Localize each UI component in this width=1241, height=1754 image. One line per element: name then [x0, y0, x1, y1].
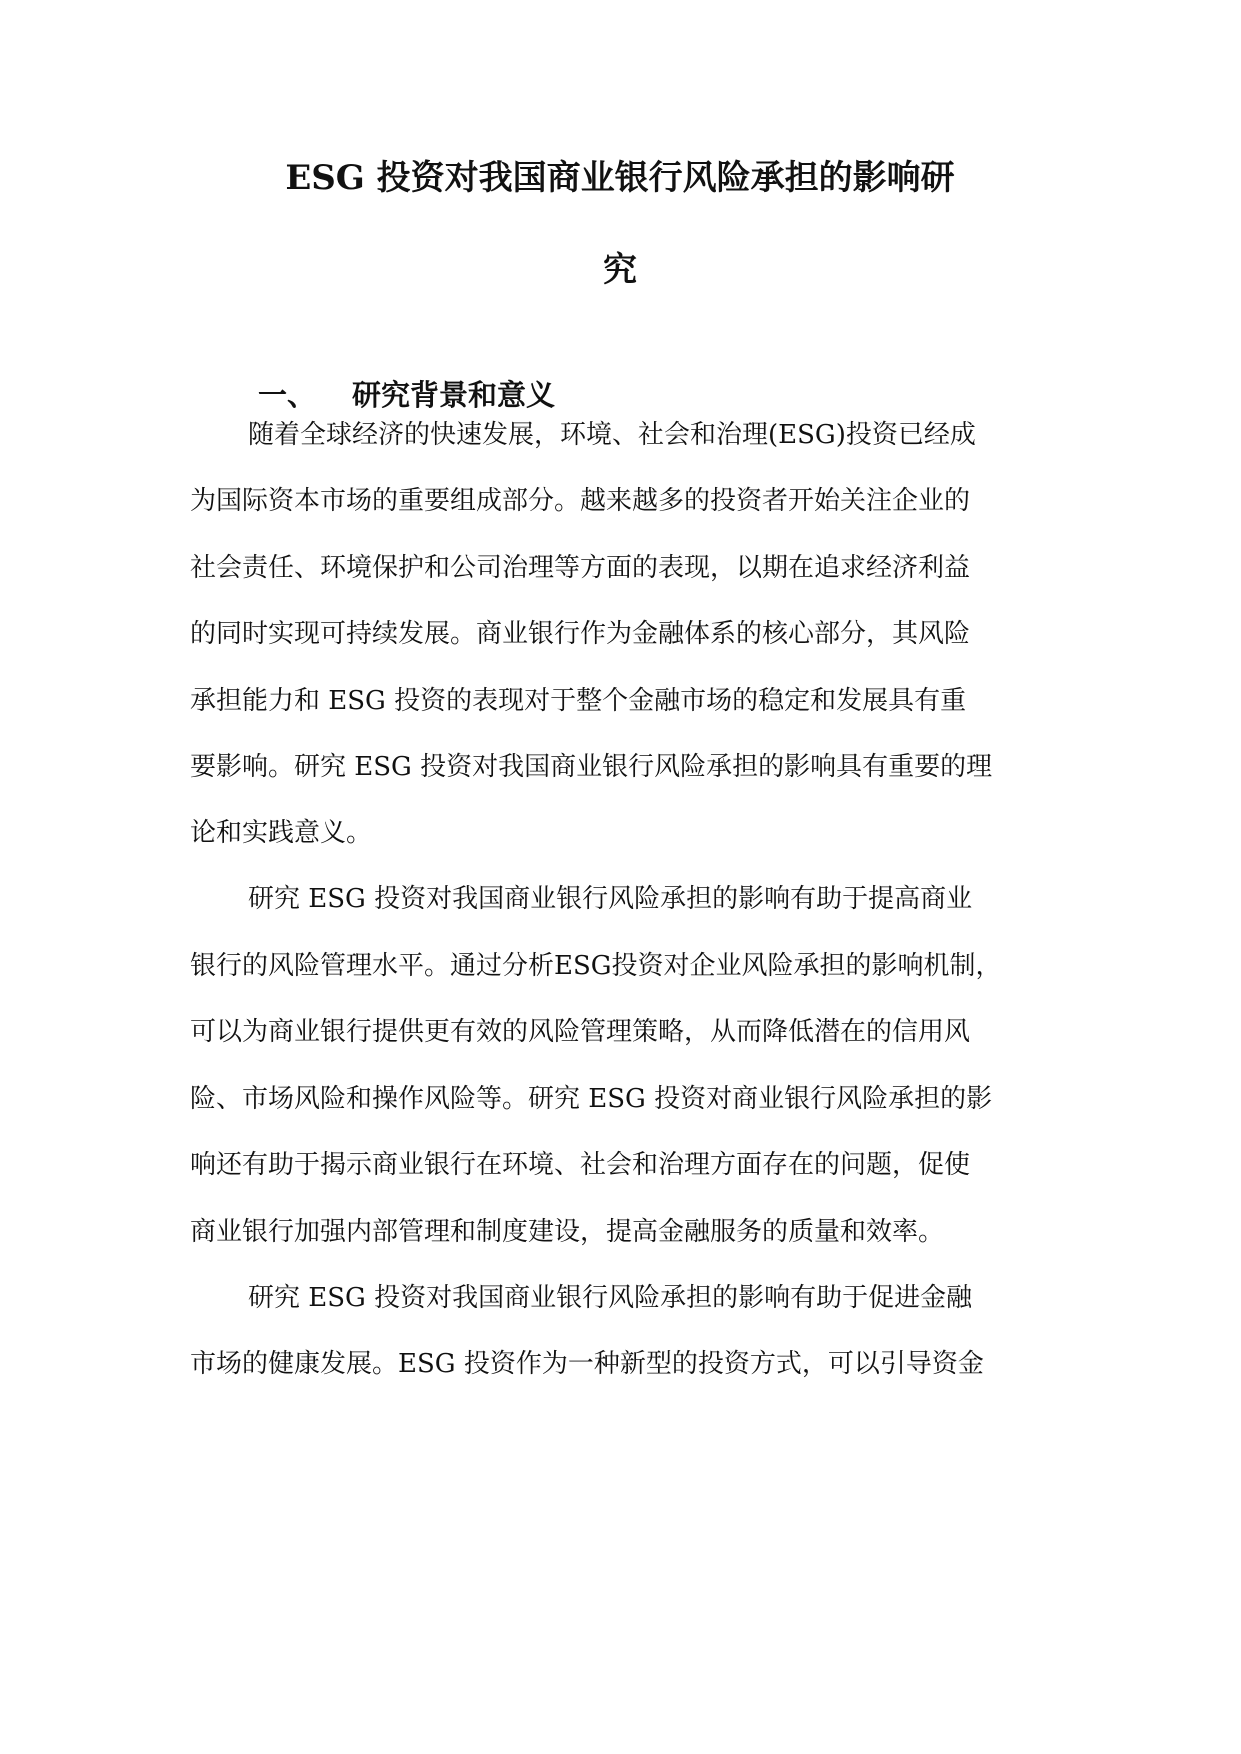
paragraph-line: 研究 ESG 投资对我国商业银行风险承担的影响有助于促进金融	[248, 1283, 973, 1313]
paragraph-line: 商业银行加强内部管理和制度建设，提高金融服务的质量和效率。	[190, 1217, 945, 1247]
paragraph-line: 研究 ESG 投资对我国商业银行风险承担的影响有助于提高商业	[248, 884, 973, 914]
paragraph-line: 险、市场风险和操作风险等。研究 ESG 投资对商业银行风险承担的影	[190, 1084, 993, 1114]
paragraph-line: 的同时实现可持续发展。商业银行作为金融体系的核心部分，其风险	[190, 619, 971, 649]
paragraph-line: 社会责任、环境保护和公司治理等方面的表现，以期在追求经济利益	[190, 553, 971, 583]
section-number: 一、	[258, 378, 317, 412]
document-title-line-2: 究	[603, 250, 637, 290]
paragraph-line: 随着全球经济的快速发展，环境、社会和治理(ESG)投资已经成	[248, 420, 976, 450]
paragraph-line: 市场的健康发展。ESG 投资作为一种新型的投资方式，可以引导资金	[190, 1349, 984, 1379]
section-title: 研究背景和意义	[352, 378, 556, 412]
paragraph-line: 要影响。研究 ESG 投资对我国商业银行风险承担的影响具有重要的理	[190, 752, 993, 782]
paragraph-line: 银行的风险管理水平。通过分析ESG投资对企业风险承担的影响机制，	[190, 951, 1002, 981]
paragraph-line: 论和实践意义。	[190, 818, 373, 848]
section-heading	[258, 375, 555, 415]
paragraph-line: 为国际资本市场的重要组成部分。越来越多的投资者开始关注企业的	[190, 486, 971, 516]
document-title-line-1: ESG 投资对我国商业银行风险承担的影响研	[285, 158, 955, 198]
paragraph-line: 可以为商业银行提供更有效的风险管理策略，从而降低潜在的信用风	[190, 1017, 971, 1047]
paragraph-line: 响还有助于揭示商业银行在环境、社会和治理方面存在的问题，促使	[190, 1150, 971, 1180]
paragraph-line: 承担能力和 ESG 投资的表现对于整个金融市场的稳定和发展具有重	[190, 686, 967, 716]
